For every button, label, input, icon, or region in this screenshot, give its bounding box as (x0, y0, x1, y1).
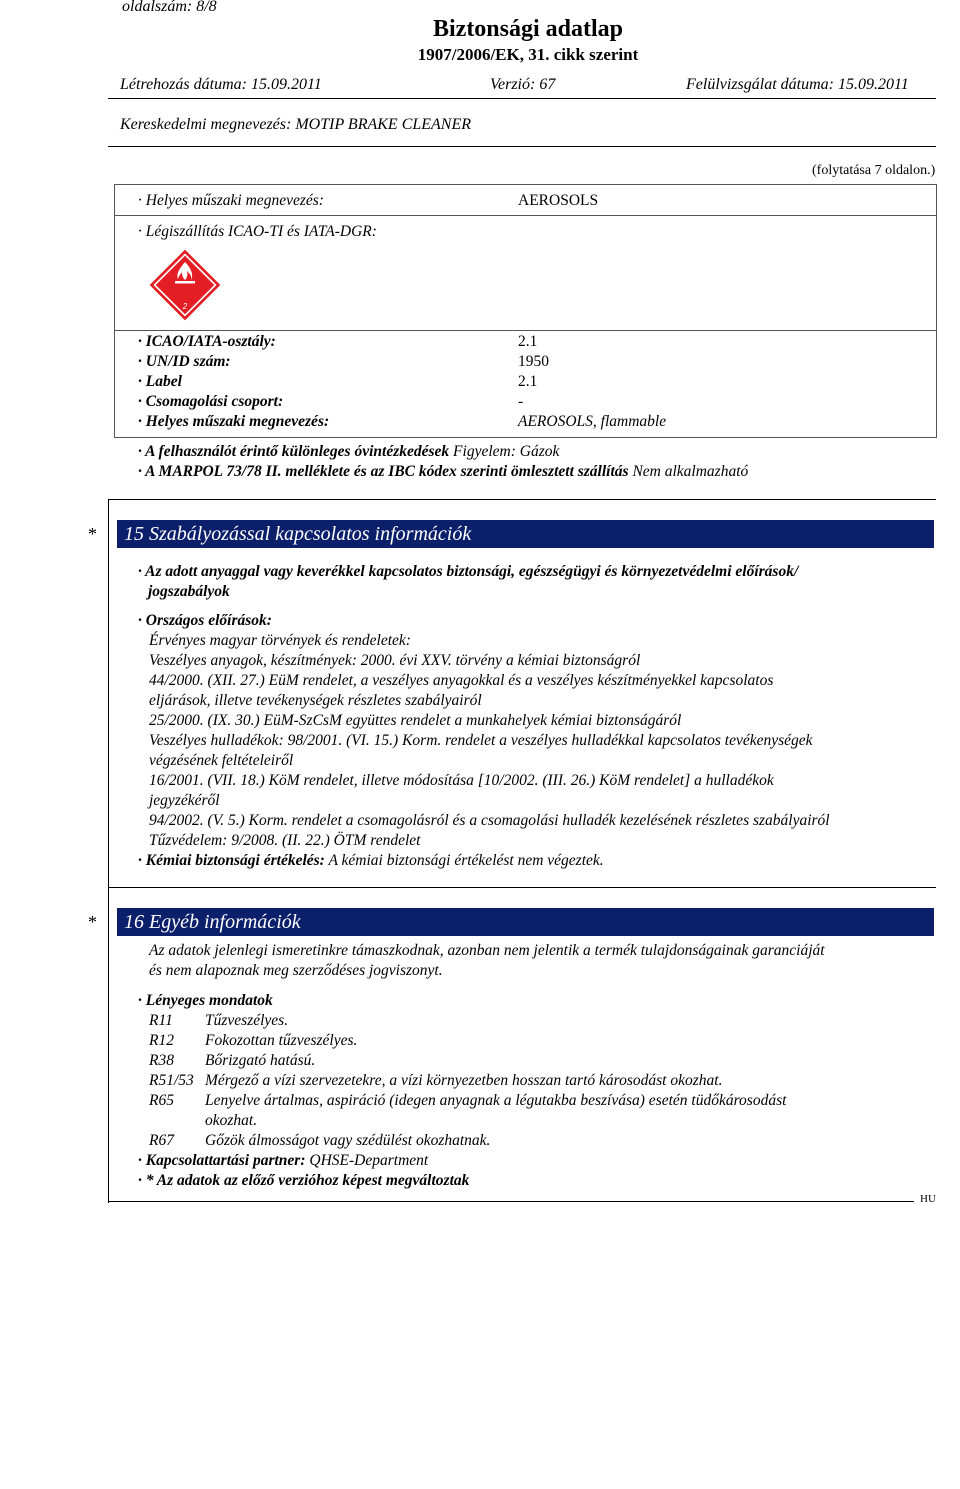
regulation-line: jegyzékéről (149, 792, 220, 809)
row-divider-2 (114, 330, 936, 331)
transport-row: · UN/ID szám: 1950 (138, 353, 549, 370)
air-transport-label: · Légiszállítás ICAO-TI és IATA-DGR: (138, 223, 377, 240)
flammable-gas-icon (147, 247, 223, 323)
regulations-intro-line2: jogszabályok (148, 583, 230, 600)
chemical-safety-assessment: · Kémiai biztonsági értékelés: A kémiai biztonsági értékelést nem végeztek. (138, 852, 604, 869)
page-number: oldalszám: 8/8 (122, 0, 217, 15)
changed-marker: * (88, 912, 97, 932)
transport-row: · ICAO/IATA-osztály: 2.1 (138, 333, 538, 350)
document-subtitle: 1907/2006/EK, 31. cikk szerint (417, 45, 639, 64)
regulation-line: 25/2000. (IX. 30.) EüM-SzCsM együttes rendelet a munkahelyek kémiai biztonságáról (149, 712, 682, 729)
tech-name-label: · Helyes műszaki megnevezés: (138, 192, 324, 209)
row-divider (114, 215, 936, 216)
left-margin-line (108, 499, 109, 1203)
tech-name-value: AEROSOLS (518, 192, 599, 209)
regulation-line: végzésének feltételeiről (149, 752, 294, 769)
regulation-line: Veszélyes anyagok, készítmények: 2000. évi XXV. törvény a kémiai biztonságról (149, 652, 641, 669)
disclaimer-line2: és nem alapoznak meg szerződéses jogviszonyt. (149, 962, 443, 979)
trade-name-divider (108, 146, 936, 147)
version: Verzió: 67 (490, 76, 556, 93)
disclaimer-line1: Az adatok jelenlegi ismeretinkre támaszkodnak, azonban nem jelentik a termék tulajdonságainak garanciáját (149, 942, 825, 959)
tech-name-row (138, 191, 599, 211)
contact-partner: · Kapcsolattartási partner: QHSE-Department (138, 1152, 429, 1169)
user-precautions: · A felhasználót érintő különleges óvintézkedések Figyelem: Gázok (138, 443, 560, 460)
regulation-line: 44/2000. (XII. 27.) EüM rendelet, a veszélyes anyagokkal és a veszélyes készítményekkel kapcsolatos (149, 672, 774, 689)
section-15-header: 15 Szabályozással kapcsolatos információk (117, 520, 934, 548)
section-divider (108, 499, 936, 500)
footer-divider (108, 1201, 914, 1202)
regulation-line: eljárások, illetve tevékenységek részletes szabályairól (149, 692, 482, 709)
section-16-header: 16 Egyéb információk (117, 908, 934, 936)
section-divider (108, 887, 936, 888)
continuation-note: (folytatása 7 oldalon.) (812, 163, 936, 178)
revision-date: Felülvizsgálat dátuma: 15.09.2011 (686, 76, 909, 93)
transport-row: · Helyes műszaki megnevezés: AEROSOLS, flammable (138, 413, 667, 430)
regulation-line: Tűzvédelem: 9/2008. (II. 22.) ÖTM rendelet (149, 832, 421, 849)
regulation-line: Érvényes magyar törvények és rendeletek: (149, 632, 411, 649)
hazard-class-number: 2 (182, 302, 188, 311)
transport-row: · Csomagolási csoport: - (138, 393, 524, 410)
country-code: HU (920, 1193, 936, 1205)
changed-marker: * (88, 524, 97, 544)
regulation-line: 16/2001. (VII. 18.) KöM rendelet, illetve módosítása [10/2002. (III. 26.) KöM rendelet] a hulladékok (149, 772, 774, 789)
regulation-line: 94/2002. (V. 5.) Korm. rendelet a csomagolásról és a csomagolási hulladék kezelésének részletes szabályairól (149, 812, 830, 829)
regulations-intro-line1: · Az adott anyaggal vagy keverékkel kapcsolatos biztonsági, egészségügyi és környezetvédelmi előírások/ (138, 563, 799, 580)
transport-row: · Label 2.1 (138, 373, 538, 390)
creation-date: Létrehozás dátuma: 15.09.2011 (120, 76, 322, 93)
national-regulations-label: · Országos előírások: (138, 612, 272, 629)
header-divider (108, 98, 936, 99)
version-changes-note: · * Az adatok az előző verzióhoz képest megváltoztak (138, 1172, 470, 1189)
trade-name: Kereskedelmi megnevezés: MOTIP BRAKE CLEANER (120, 116, 472, 133)
document-title: Biztonsági adatlap (432, 16, 624, 42)
relevant-phrases-label: · Lényeges mondatok (138, 992, 273, 1009)
regulation-line: Veszélyes hulladékok: 98/2001. (VI. 15.) Korm. rendelet a veszélyes hulladékkal kapcsolatos tevékenységek (149, 732, 813, 749)
marpol-transport: · A MARPOL 73/78 II. melléklete és az IBC kódex szerinti ömlesztett szállítás Nem alkalmazható (138, 463, 749, 480)
